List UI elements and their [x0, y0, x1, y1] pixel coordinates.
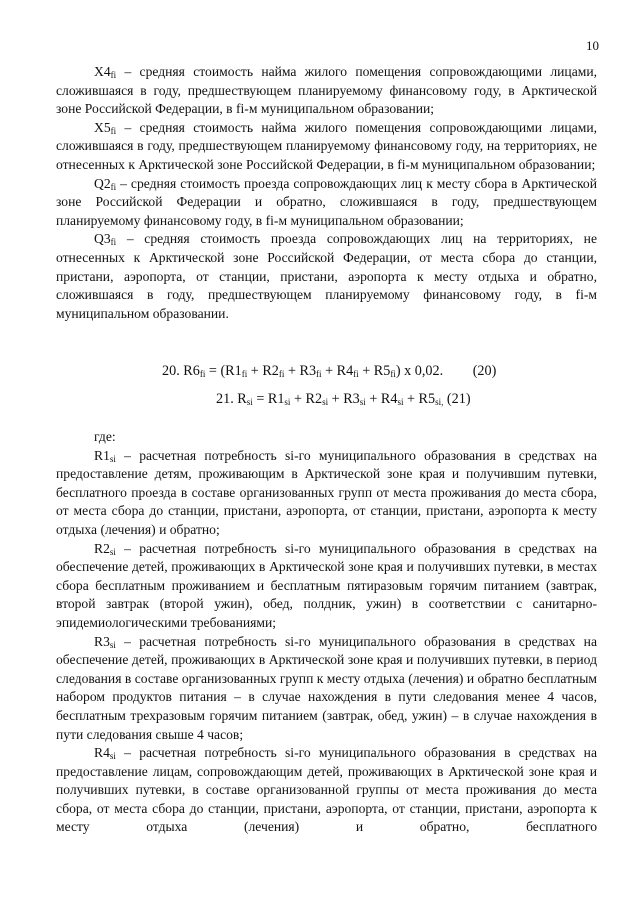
where-label: где:: [94, 429, 116, 444]
definition-q2: $Q2_{fi}$ – средняя стоимость проезда сопровождающих лиц к месту сбора в Арктической зоне Российской Федерации и обратно, сложившаяся в году, предшествующем планируемому финансовому году, в fi-м муниципальном образовании;: [56, 175, 597, 228]
definition-x5: $X5_{fi}$ – средняя стоимость найма жилого помещения сопровождающими лицами, сложившаяся в году, предшествующем планируемому финансовому году, на территориях, не отнесенных к Арктической зоне Российской Федерации, в fi-м муниципальном образовании;: [56, 119, 597, 172]
definitions-top: [56, 63, 597, 323]
formula-20: 20. $R6_{fi} = (R1_{fi} + R2_{fi} + R3_{fi} + R4_{fi} + R5_{fi})$ x 0,02. (20): [162, 363, 497, 379]
page-number: 10: [586, 38, 599, 53]
definition-x4: $X4_{fi}$ – средняя стоимость найма жилого помещения сопровождающими лицами, сложившаяся в году, предшествующем планируемому финансовому году, в Арктической зоне Российской Федерации, в fi-м муниципальном образовании;: [56, 64, 597, 117]
definitions-bottom: [56, 428, 597, 837]
definition-r2: $R2_{si}$ – расчетная потребность si-го муниципального образования в средствах на обеспечение детей, проживающих в Арктической зоне края и получивших путевки, в местах сбора бесплатным проживанием и бесплатным пятиразовым горячим питанием (завтрак, второй завтрак (второй ужин), обед, полдник, ужин) в соответствии с санитарно-эпидемиологическими требованиями;: [56, 540, 597, 630]
definition-r3: $R3_{si}$ – расчетная потребность si-го муниципального образования в средствах на обеспечение детей, проживающих в Арктической зоне края и получивших путевки, в период следования в составе организованных групп к месту отдыха (лечения) и обратно бесплатным набором продуктов питания – в случае нахождения в пути следования менее 4 часов, бесплатным трехразовым горячим питанием (завтрак, обед, ужин) – в случае нахождения в пути следования свыше 4 часов;: [56, 633, 597, 742]
definition-r1: $R1_{si}$ – расчетная потребность si-го муниципального образования в средствах на предоставление детям, проживающим в Арктической зоне края и получившим путевки, бесплатного проезда в составе организованных групп от места проживания до места сбора, от места сбора до станции, пристани, аэропорта, от станции, пристани, аэропорта к месту отдыха (лечения) и обратно;: [56, 447, 597, 537]
definition-q3: $Q3_{fi}$ – средняя стоимость проезда сопровождающих лиц на территориях, не отнесенных к Арктической зоне Российской Федерации, от места сбора до станции, пристани, аэропорта, от станции, пристани, аэропорта к месту отдыха и обратно, сложившаяся в году, предшествующем планируемому финансовому году, в fi-м муниципальном образовании.: [56, 231, 597, 321]
formula-20-number: (20): [472, 363, 497, 379]
formula-21: 21. $R_{si} = R1_{si} + R2_{si} + R3_{si} + R4_{si} + R5_{si,}$ (21): [216, 391, 471, 407]
definition-r4: $R4_{si}$ – расчетная потребность si-го муниципального образования в средствах на предоставление лицам, сопровождающим детей, проживающих в Арктической зоне края и получивших путевки, в составе организованной группы от места проживания до места сбора, от места сбора до станции, пристани, аэропорта, от станции, пристани, аэропорта к месту отдыха (лечения) и обратно, бесплатного: [56, 745, 597, 835]
